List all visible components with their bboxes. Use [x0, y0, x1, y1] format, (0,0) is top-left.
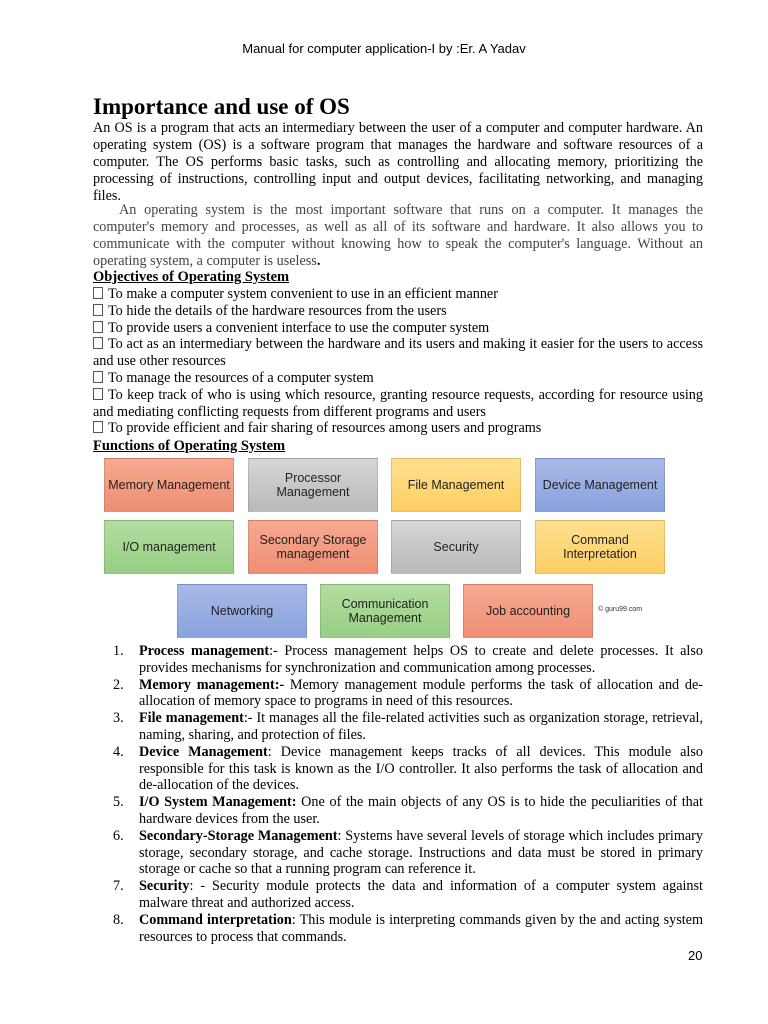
function-item: 3. File management:- It manages all the file-related activities such as organization storage, retrieval, naming, sharing, and protection of files.: [113, 710, 704, 743]
function-item: 8. Command interpretation: This module is interpreting commands given by the and acting system resources to process that commands.: [113, 911, 703, 945]
networking-box: Networking: [177, 584, 307, 638]
page-number: 20: [688, 948, 703, 963]
communication-management-box: Communication Management: [320, 584, 450, 638]
square-bullet-icon: [93, 337, 103, 349]
device-management-box: Device Management: [535, 458, 665, 512]
objectives-list: [93, 286, 703, 437]
objectives-heading: Objectives of Operating System: [93, 269, 290, 285]
function-item: 6. Secondary-Storage Management: Systems have several levels of storage which includes primary storage, secondary storage, and cache storage. Instructions and data must be stored in primary storage or cache so that a running program can reference it.: [113, 827, 703, 878]
square-bullet-icon: [93, 388, 103, 400]
function-item: 1. Process management:- Process management helps OS to create and delete processes. It also provides mechanisms for synchronization and communication among processes.: [113, 643, 703, 676]
os-functions-diagram: [100, 455, 670, 640]
square-bullet-icon: [93, 371, 103, 383]
objective-item: To hide the details of the hardware resources from the users: [93, 303, 703, 320]
square-bullet-icon: [93, 421, 103, 433]
objective-item: To act as an intermediary between the hardware and its users and making it easier for the users to access and use other resources: [93, 336, 703, 370]
objective-item: To make a computer system convenient to use in an efficient manner: [93, 286, 703, 303]
io-management-box: I/O management: [104, 520, 234, 574]
job-accounting-box: Job accounting: [463, 584, 593, 638]
processor-management-box: Processor Management: [248, 458, 378, 512]
security-box: Security: [391, 520, 521, 574]
square-bullet-icon: [93, 321, 103, 333]
objective-item: To manage the resources of a computer system: [93, 370, 703, 387]
function-item: 5. I/O System Management: One of the main objects of any OS is to hide the peculiarities of that hardware devices from the user.: [113, 794, 703, 827]
second-paragraph-period: .: [316, 253, 321, 269]
file-management-box: File Management: [391, 458, 521, 512]
square-bullet-icon: [93, 304, 103, 316]
function-item: 2. Memory management:- Memory management module performs the task of allocation and de-allocation of memory space to programs in need of this resources.: [113, 676, 703, 710]
objective-item: To provide efficient and fair sharing of resources among users and programs: [93, 420, 703, 437]
second-paragraph-text: An operating system is the most important software that runs on a computer. It manages the computer's memory and processes, as well as all of its software and hardware. It also allows you to communicate with the computer without knowing how to speak the computer's language. Without an operating system, a computer is useless: [93, 202, 703, 269]
functions-heading: Functions of Operating System: [93, 438, 286, 454]
diagram-copyright: © guru99.com: [598, 606, 643, 613]
square-bullet-icon: [93, 287, 103, 299]
second-paragraph: [93, 202, 703, 270]
page-header: Manual for computer application-I by :Er. A Yadav: [242, 41, 526, 56]
secondary-storage-management-box: Secondary Storage management: [248, 520, 378, 574]
memory-management-box: Memory Management: [104, 458, 234, 512]
page-title: Importance and use of OS: [93, 94, 350, 119]
objective-item: To keep track of who is using which resource, granting resource requests, according for resource using and mediating conflicting requests from different programs and users: [93, 386, 703, 420]
functions-list: [113, 643, 703, 945]
function-item: 7. Security: - Security module protects the data and information of a computer system against malware threat and authorized access.: [113, 878, 703, 911]
command-interpretation-box: Command Interpretation: [535, 520, 665, 574]
function-item: 4. Device Management: Device management keeps tracks of all devices. This module also responsible for this task is known as the I/O controller. It also performs the task of allocation and de-allocation of the devices.: [113, 743, 703, 794]
intro-paragraph: An OS is a program that acts an intermediary between the user of a computer and computer hardware. An operating system (OS) is a software program that manages the hardware and software resources of a computer. The OS performs basic tasks, such as controlling and allocating memory, prioritizing the processing of instructions, controlling input and output devices, facilitating networking, and managing files.: [93, 120, 703, 204]
objective-item: To provide users a convenient interface to use the computer system: [93, 320, 703, 337]
